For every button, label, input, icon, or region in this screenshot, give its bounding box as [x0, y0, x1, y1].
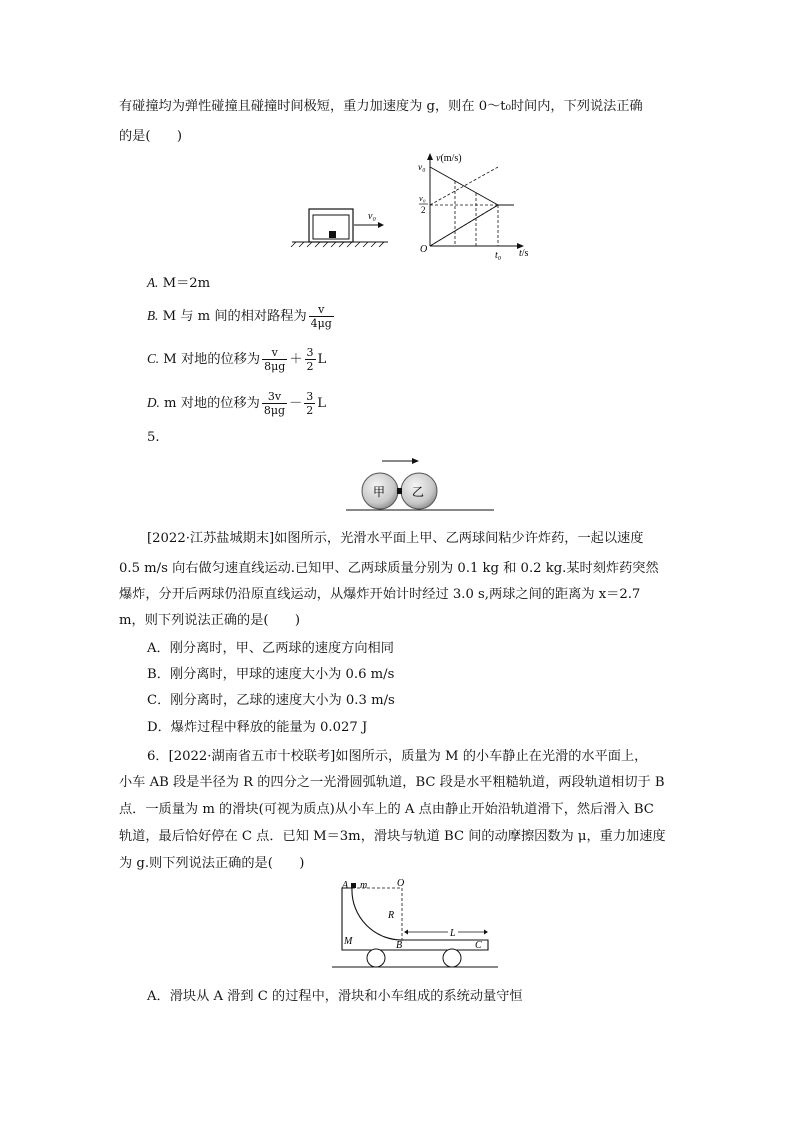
v0-tick-label: v₀: [418, 163, 426, 173]
q6-stem-line-5: 为 g.则下列说法正确的是( ): [119, 856, 305, 871]
q4-option-c[interactable]: C. M 对地的位移为 $\frac{v}{8\mu g}$ ＋ $\frac{3}{2}$ L: [147, 346, 327, 373]
t0-label: t₀: [495, 250, 502, 260]
box-figure: [290, 198, 390, 248]
q5-option-a[interactable]: A．刚分离时，甲、乙两球的速度方向相同: [147, 641, 394, 656]
explosive: [397, 488, 402, 494]
label-b: B: [396, 940, 403, 951]
wheel-left: [367, 949, 385, 967]
fraction: $\frac{3}{2}$: [306, 346, 314, 373]
q5-stem-line-1: [2022·江苏盐城期末]如图所示，光滑水平面上甲、乙两球间粘少许炸药，一起以速度: [147, 531, 644, 546]
option-text: M 对地的位移为: [163, 352, 261, 367]
q6-stem-line-1: 6．[2022·湖南省五市十校联考]如图所示，质量为 M 的小车静止在光滑的水平面上，: [147, 749, 648, 764]
fraction: $\frac{3v}{8\mu g}$: [263, 390, 286, 417]
q5-stem-line-3: 爆炸，分开后两球仍沿原直线运动，从爆炸开始计时经过 3.0 s,两球之间的距离为 x＝2.7: [119, 587, 641, 602]
y-axis-label: v(m/s): [436, 153, 462, 164]
label-c: C: [475, 940, 482, 951]
q5-stem-line-2: 0.5 m/s 向右做匀速直线运动.已知甲、乙两球质量分别为 0.1 kg 和 0.2 kg.某时刻炸药突然: [119, 561, 659, 576]
q4-stem-line-1: 有碰撞均为弹性碰撞且碰撞时间极短，重力加速度为 g，则在 0～t₀时间内，下列说法正确: [119, 99, 643, 114]
option-text: M 与 m 间的相对路程为: [162, 309, 307, 324]
option-text: m 对地的位移为: [164, 396, 260, 411]
half-v0-num: v₀: [419, 193, 426, 203]
q5-option-d[interactable]: D．爆炸过程中释放的能量为 0.027 J: [147, 720, 368, 735]
q5-option-c[interactable]: C．刚分离时，乙球的速度大小为 0.3 m/s: [147, 693, 395, 708]
fraction: $\frac{3}{2}$: [306, 390, 314, 417]
ball-yi-label: 乙: [412, 485, 425, 499]
label-a: A: [342, 880, 349, 891]
q4-option-d[interactable]: D. m 对地的位移为 $\frac{3v}{8\mu g}$ － $\frac{3}{2}$ L: [147, 390, 327, 417]
q6-stem-line-2: 小车 AB 段是半径为 R 的四分之一光滑圆弧轨道，BC 段是水平粗糙轨道，两段轨道相切于 B: [119, 775, 665, 790]
fraction: $\frac{v}{4\mu g}$: [310, 303, 332, 330]
option-letter: D.: [147, 395, 160, 410]
label-big-m: M: [344, 936, 353, 947]
q4-option-b[interactable]: [147, 303, 336, 330]
label-l: L: [450, 928, 456, 939]
q5-number: 5.: [147, 430, 160, 445]
vt-graph: [414, 150, 544, 260]
q6-stem-line-4: 轨道，最后恰好停在 C 点．已知 M＝3m，滑块与轨道 BC 间的动摩擦因数为 μ，重力加速度: [119, 829, 666, 844]
option-letter: B.: [147, 308, 159, 323]
option-letter: A.: [147, 275, 159, 290]
cart-figure: [330, 876, 500, 974]
q5-option-b[interactable]: B．刚分离时，甲球的速度大小为 0.6 m/s: [147, 667, 395, 682]
label-m: m: [360, 880, 368, 891]
option-text: M＝2m: [162, 276, 211, 291]
cart-body: [342, 888, 488, 950]
q5-stem-line-4: m，则下列说法正确的是( ): [119, 613, 301, 628]
q4-stem-line-2: 的是( ): [119, 129, 183, 144]
q6-stem-line-3: 点．一质量为 m 的滑块(可视为质点)从小车上的 A 点由静止开始沿轨道滑下，然后滑入 BC: [119, 802, 654, 817]
fraction: $\frac{v}{8\mu g}$: [264, 346, 286, 373]
box-velocity-label: v₀: [368, 211, 376, 222]
ball-jia-label: 甲: [373, 485, 386, 499]
label-r: R: [388, 910, 395, 921]
q6-option-a[interactable]: A．滑块从 A 滑到 C 的过程中，滑块和小车组成的系统动量守恒: [147, 989, 523, 1004]
wheel-right: [443, 949, 461, 967]
label-o: O: [397, 878, 405, 889]
two-balls-figure: [342, 455, 498, 515]
x-axis-label: t/s: [519, 248, 529, 259]
half-v0-den: 2: [421, 205, 426, 215]
q4-option-a[interactable]: [147, 272, 210, 291]
option-letter: C.: [147, 351, 160, 366]
origin-label: O: [420, 244, 428, 255]
small-block: [329, 231, 336, 238]
slider-block: [351, 883, 356, 888]
